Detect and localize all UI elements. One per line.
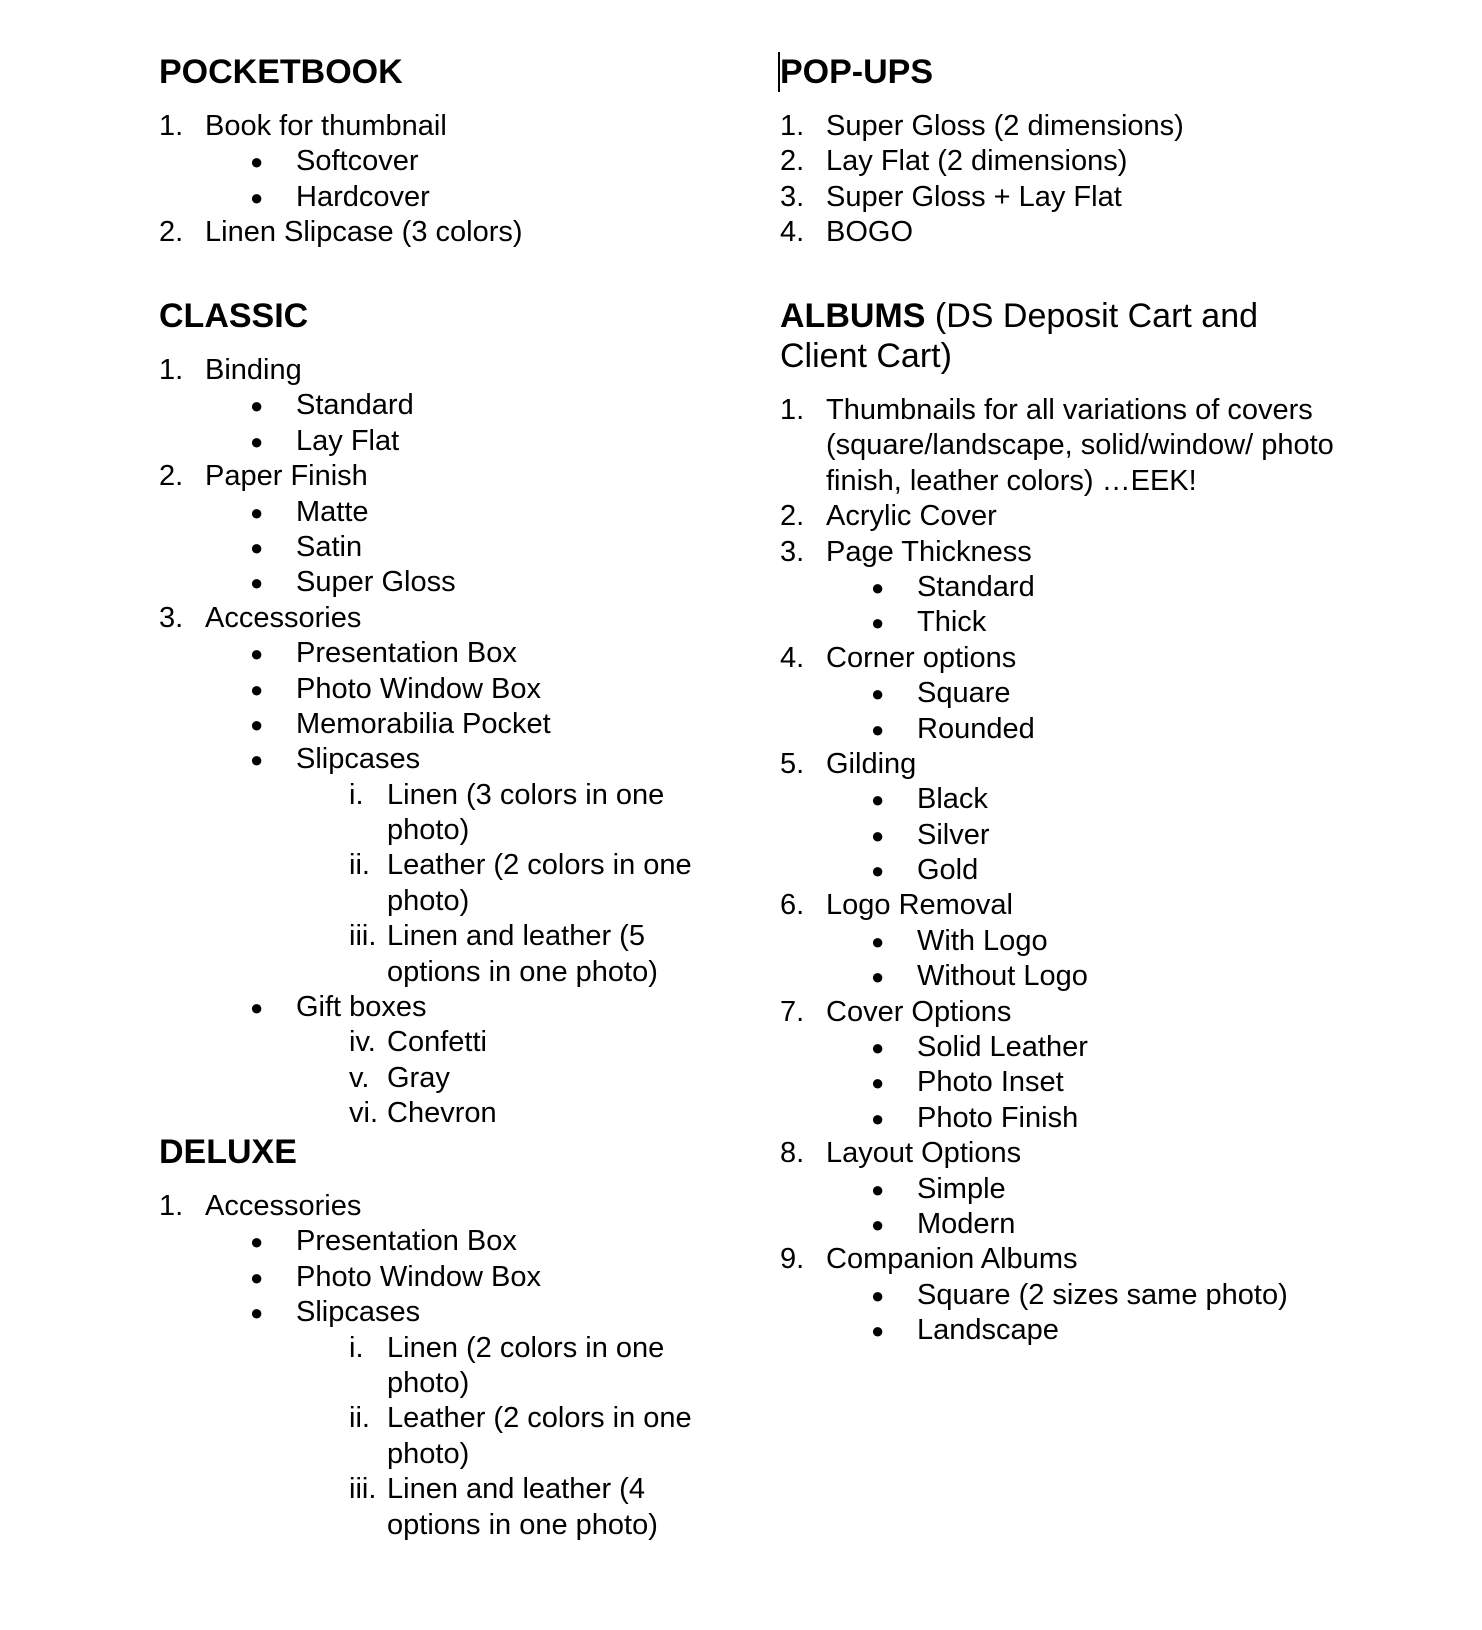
bullet-item: ● Photo Inset	[780, 1065, 1310, 1100]
bullet-item: ● Simple	[780, 1172, 1310, 1207]
bullet-item: ● Photo Window Box	[159, 672, 719, 707]
bullet-item: ● Square (2 sizes same photo)	[780, 1278, 1310, 1313]
bullet-item: ● Thick	[780, 605, 1310, 640]
list-item: 1. Super Gloss (2 dimensions)	[780, 110, 1184, 142]
bullet-icon: ●	[871, 1282, 885, 1308]
bullet-item: ● Square	[780, 676, 1310, 711]
bullet-icon: ●	[250, 747, 264, 773]
list-item: 2. Acrylic Cover	[780, 500, 997, 533]
bullet-icon: ●	[250, 499, 264, 525]
bullet-icon: ●	[250, 995, 264, 1021]
bullet-icon: ●	[871, 1212, 885, 1237]
bullet-item: ● Slipcases	[159, 742, 719, 777]
roman-item: v. Gray	[349, 1061, 450, 1094]
albums-section	[780, 296, 1334, 1349]
list-item: 3. Page Thickness	[780, 535, 1032, 568]
bullet-icon: ●	[250, 534, 264, 560]
bullet-item: ● Photo Window Box	[159, 1260, 719, 1295]
bullet-item: ● Slipcases	[159, 1295, 719, 1330]
list-item: 4. Corner options	[780, 641, 1017, 674]
roman-item: i. Linen (3 colors in one photo)	[349, 778, 665, 847]
popups-section	[780, 52, 1420, 251]
bullet-item: ● Standard	[159, 388, 719, 423]
list-item: 9. Companion Albums	[780, 1243, 1078, 1276]
bullet-icon: ●	[250, 1264, 264, 1290]
bullet-icon: ●	[871, 1070, 885, 1096]
bullet-icon: ●	[871, 610, 885, 636]
list-item: 1. Accessories	[159, 1190, 362, 1222]
bullet-icon: ●	[250, 676, 264, 702]
bullet-item: ● Presentation Box	[159, 1224, 719, 1259]
pocketbook-section	[159, 52, 719, 251]
bullet-icon: ●	[871, 681, 885, 707]
bullet-item: ● Satin	[159, 530, 719, 565]
roman-item: i. Linen (2 colors in one photo)	[349, 1331, 665, 1399]
bullet-icon: ●	[871, 574, 885, 600]
bullet-icon: ●	[871, 716, 885, 742]
bullet-icon: ●	[250, 570, 264, 596]
bullet-item: ● Without Logo	[780, 959, 1310, 994]
bullet-icon: ●	[871, 928, 885, 954]
bullet-icon: ●	[250, 711, 264, 737]
list-item: 3. Accessories	[159, 601, 362, 634]
roman-item: ii. Leather (2 colors in one photo)	[349, 1402, 692, 1470]
bullet-item: ● Super Gloss	[159, 565, 719, 600]
bullet-item: ● Modern	[780, 1207, 1310, 1242]
list-item: 3. Super Gloss + Lay Flat	[780, 180, 1122, 213]
section-title-popups: POP-UPS	[780, 53, 934, 91]
classic-section	[159, 296, 719, 1132]
bullet-icon: ●	[250, 184, 264, 210]
roman-item: vi. Chevron	[349, 1097, 497, 1130]
bullet-icon: ●	[250, 1300, 264, 1326]
bullet-item: ● Matte	[159, 495, 719, 530]
bullet-icon: ●	[871, 1318, 885, 1344]
bullet-icon: ●	[250, 393, 264, 419]
bullet-icon: ●	[250, 1229, 264, 1255]
list-item: 6. Logo Removal	[780, 889, 1013, 922]
bullet-item: ● Memorabilia Pocket	[159, 707, 719, 742]
roman-item: iii. Linen and leather (5 options in one photo)	[349, 920, 658, 988]
bullet-item: ● Photo Finish	[780, 1101, 1310, 1136]
list-item: 1. Binding	[159, 354, 302, 386]
bullet-icon: ●	[871, 1035, 885, 1061]
bullet-icon: ●	[250, 641, 264, 667]
bullet-item: ● Solid Leather	[780, 1030, 1310, 1065]
bullet-item: ● With Logo	[780, 924, 1310, 959]
bullet-item: ● Gold	[780, 853, 1310, 888]
bullet-icon: ●	[250, 428, 264, 454]
bullet-icon: ●	[871, 1176, 885, 1202]
list-item: 8. Layout Options	[780, 1137, 1022, 1170]
bullet-item: ● Softcover	[159, 144, 719, 179]
list-item: 1. Thumbnails for all variations of covers (square/landscape, solid/window/ photo finish, leather colors) …EEK!	[780, 394, 1334, 497]
list-item: 2. Linen Slipcase (3 colors)	[159, 216, 523, 249]
bullet-icon: ●	[871, 858, 885, 884]
roman-item: iii. Linen and leather (4 options in one photo)	[349, 1473, 658, 1541]
bullet-item: ● Rounded	[780, 712, 1310, 747]
list-item: 5. Gilding	[780, 747, 917, 780]
bullet-item: ● Hardcover	[159, 180, 719, 215]
list-item: 2. Paper Finish	[159, 460, 368, 493]
roman-item: iv. Confetti	[349, 1026, 487, 1059]
bullet-icon: ●	[871, 1105, 885, 1131]
section-title-classic: CLASSIC	[159, 297, 309, 335]
deluxe-section	[159, 1132, 719, 1543]
bullet-item: ● Presentation Box	[159, 636, 719, 671]
bullet-item: ● Black	[780, 782, 1310, 817]
section-title-pocketbook: POCKETBOOK	[159, 53, 403, 91]
list-item: 1. Book for thumbnail	[159, 110, 447, 142]
section-title-albums: ALBUMS (DS Deposit Cart and Client Cart)	[780, 297, 1259, 375]
bullet-icon: ●	[871, 964, 885, 990]
bullet-icon: ●	[250, 149, 264, 175]
bullet-item: ● Silver	[780, 818, 1310, 853]
list-item: 4. BOGO	[780, 216, 914, 249]
bullet-icon: ●	[871, 822, 885, 848]
bullet-icon: ●	[871, 787, 885, 813]
bullet-item: ● Gift boxes	[159, 990, 719, 1025]
list-item: 2. Lay Flat (2 dimensions)	[780, 145, 1128, 178]
bullet-item: ● Lay Flat	[159, 424, 719, 459]
roman-item: ii. Leather (2 colors in one photo)	[349, 849, 692, 917]
bullet-item: ● Landscape	[780, 1313, 1310, 1348]
bullet-item: ● Standard	[780, 570, 1310, 605]
list-item: 7. Cover Options	[780, 995, 1012, 1028]
section-title-deluxe: DELUXE	[159, 1133, 297, 1171]
